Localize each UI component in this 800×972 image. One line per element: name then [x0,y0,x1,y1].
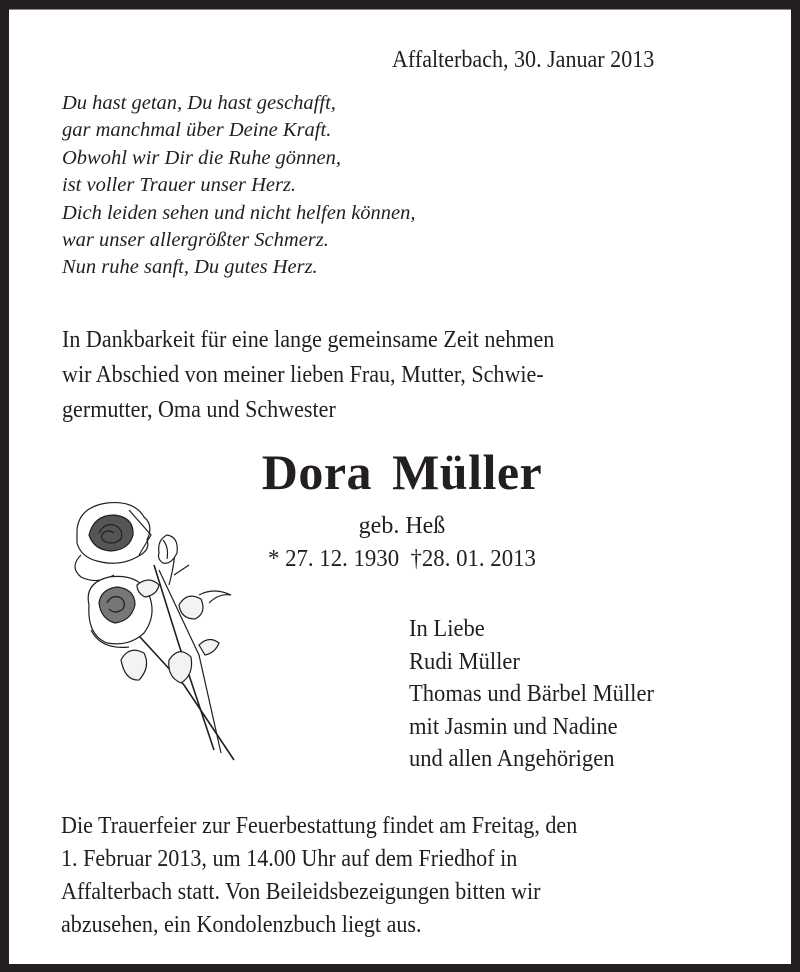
poem-line: Nun ruhe sanft, Du gutes Herz. [62,256,318,279]
signer-line: Rudi Müller [409,648,520,675]
roses-drawing-icon [59,495,259,770]
birth-date: 27. 12. 1930 [285,546,400,572]
poem-line: Dich leiden sehen und nicht helfen können, [62,201,416,224]
death-date: 28. 01. 2013 [421,546,536,572]
birth-star-icon: * [268,546,280,572]
deceased-name [9,442,793,502]
intro-line: wir Abschied von meiner lieben Frau, Mutter, Schwie- [62,362,544,388]
poem-line: gar manchmal über Deine Kraft. [62,119,332,142]
service-line: 1. Februar 2013, um 14.00 Uhr auf dem Friedhof in [61,846,518,872]
signers [409,613,654,776]
service-line: abzusehen, ein Kondolenzbuch liegt aus. [61,912,422,938]
dateline: Affalterbach, 30. Januar 2013 [392,46,655,73]
maiden-name: geb. Heß [358,513,446,539]
death-cross-icon: † [410,546,422,572]
signer-line: In Liebe [409,616,485,642]
poem-line: war unser allergrößter Schmerz. [62,229,329,252]
first-name: Dora [261,444,373,500]
signer-line: mit Jasmin und Nadine [409,713,618,740]
last-name: Müller [392,444,543,500]
signer-line: Thomas und Bärbel Müller [409,681,654,707]
obituary-notice [9,9,791,964]
poem [62,90,416,282]
service-line: Affalterbach statt. Von Beileidsbezeigungen bitten wir [61,879,541,905]
intro-line: In Dankbarkeit für eine lange gemeinsame Zeit nehmen [62,327,555,353]
service-info [61,810,577,942]
poem-line: Du hast getan, Du hast geschafft, [62,92,336,114]
intro-line: germutter, Oma und Schwester [62,397,336,423]
poem-line: ist voller Trauer unser Herz. [62,174,297,197]
service-line: Die Trauerfeier zur Feuerbestattung findet am Freitag, den [61,813,578,839]
intro-text [62,323,554,428]
poem-line: Obwohl wir Dir die Ruhe gönnen, [62,146,342,169]
signer-line: und allen Angehörigen [409,746,615,772]
